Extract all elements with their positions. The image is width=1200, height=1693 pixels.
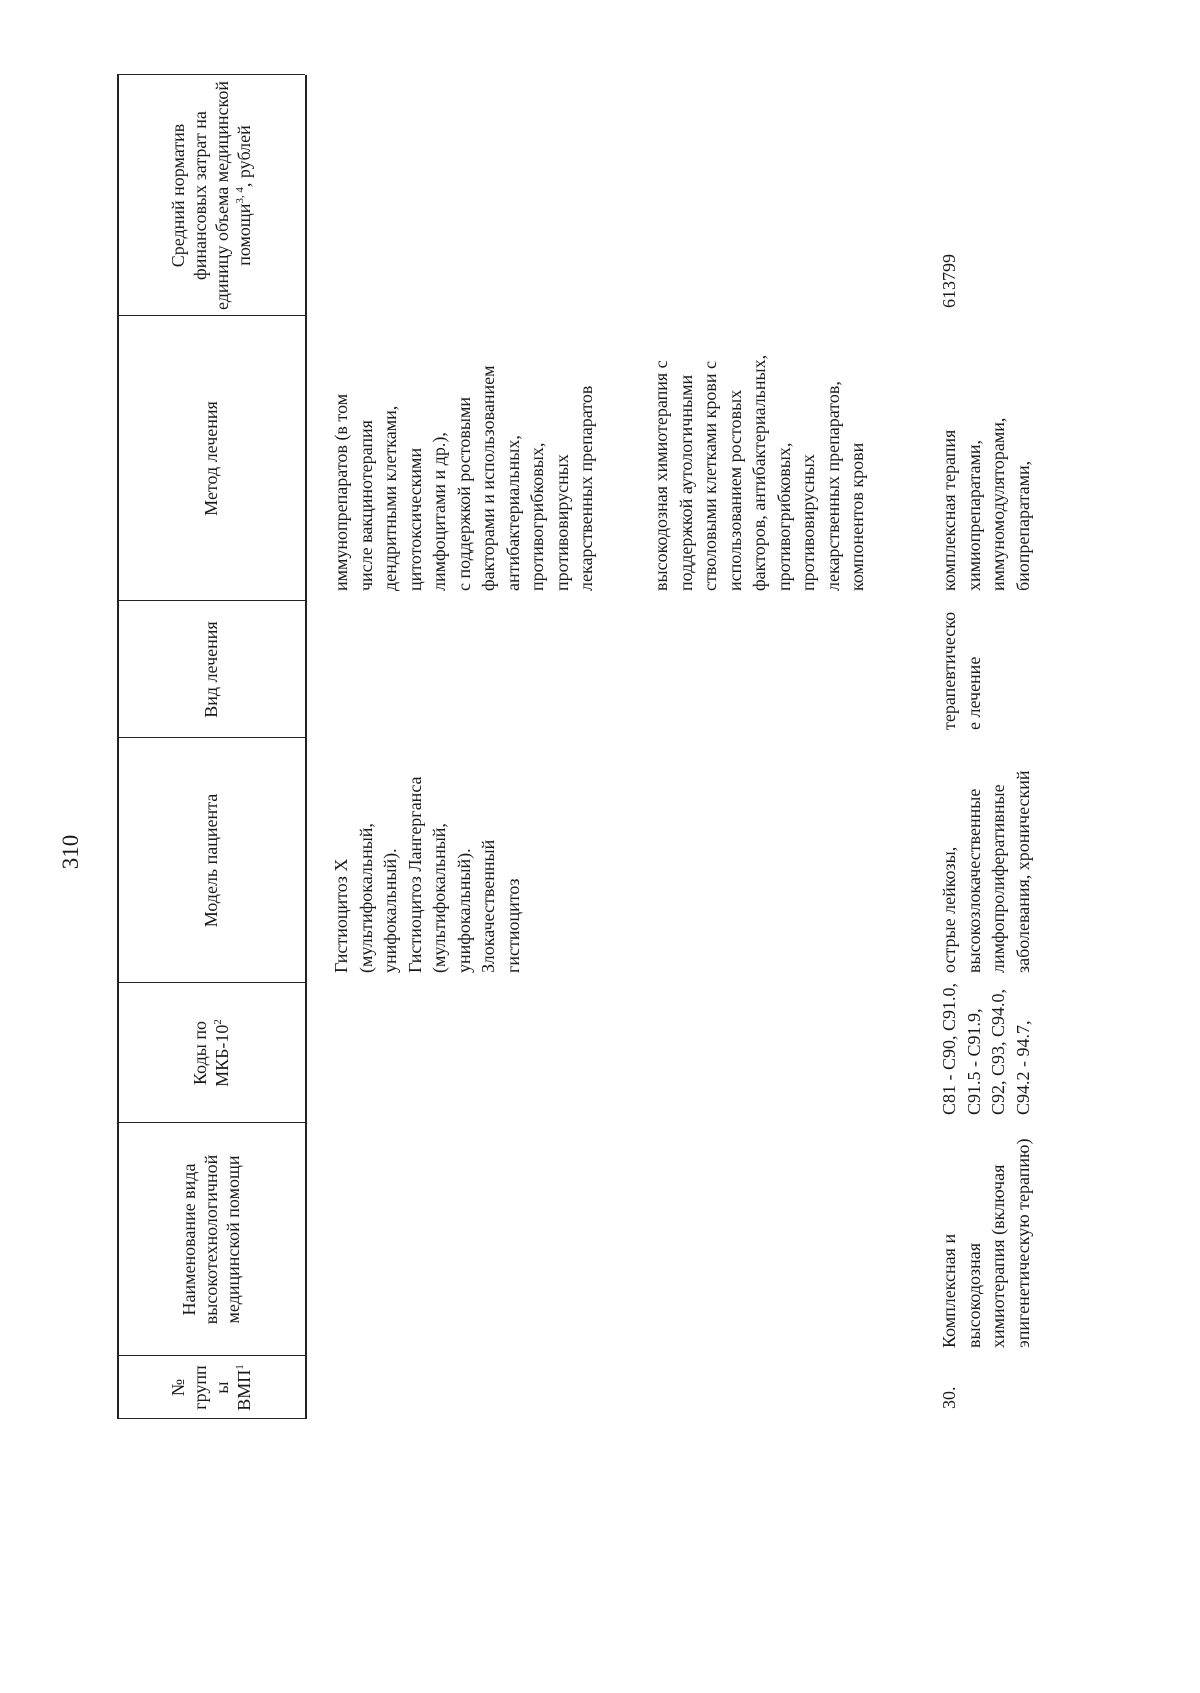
row-30-patient-model: острые лейкозы, высокозлокачественные лимфопролиферативные заболевания, хронический: [939, 770, 1033, 973]
row-30-care-name: Комплексная и высокодозная химиотерапия (включая эпигенетическую терапию): [939, 1138, 1033, 1348]
header-treatment-type: Вид лечения: [201, 621, 221, 718]
header-patient-model: Модель пациента: [201, 793, 221, 928]
header-group-number: № групп ы ВМП$^1$: [168, 1364, 254, 1411]
header-care-name: Наименование вида высокотехнологичной медицинской помощи: [179, 1154, 243, 1325]
page-number: 310: [58, 834, 83, 870]
table-header-bottom-border: [305, 75, 307, 1419]
row-30-icd-codes: C81 - C90, C91.0, C91.5 - C91.9, C92, C93, C94.0, C94.2 - 94.7,: [939, 982, 1033, 1115]
row-30-cost: 613799: [939, 254, 959, 308]
treatment-method-high-dose-chemotherapy: высокодозная химиотерапия с поддержкой аутологичными стволовыми клетками крови с использованием ростовых факторов, антибактериальных, противогрибковых, противовирусных лекарственных препаратов, компонентов крови: [651, 354, 867, 591]
header-icd-codes: Коды по МКБ-$10^2$: [190, 1019, 232, 1087]
treatment-method-immunotherapy: иммунопрепаратов (в том числе вакцинотерапия дендритными клетками, цитотоксическими лимфоцитами и др.), с поддержкой ростовыми факторами и использованием антибактериальных, противогрибковых, противовирусных лекарственных препаратов: [331, 365, 596, 591]
row-30-treatment-method: комплексная терапия химиопрепаратами, иммуномодуляторами, биопрепаратами,: [939, 417, 1033, 591]
row-30-number: 30.: [939, 1386, 959, 1409]
header-cost-standard: Средний норматив финансовых затрат на единицу объема медицинской помощи$^{3, 4}$, рублей: [168, 81, 254, 310]
header-treatment-method: Метод лечения: [201, 401, 221, 516]
row-30-treatment-type: терапевтическо е лечение: [939, 611, 984, 730]
patient-model-histiocytosis: Гистиоцитоз X (мультифокальный, унифокальный). Гистиоцитоз Лангерганса (мультифокальный, унифокальный). Злокачественный гистиоцитоз: [331, 776, 523, 973]
